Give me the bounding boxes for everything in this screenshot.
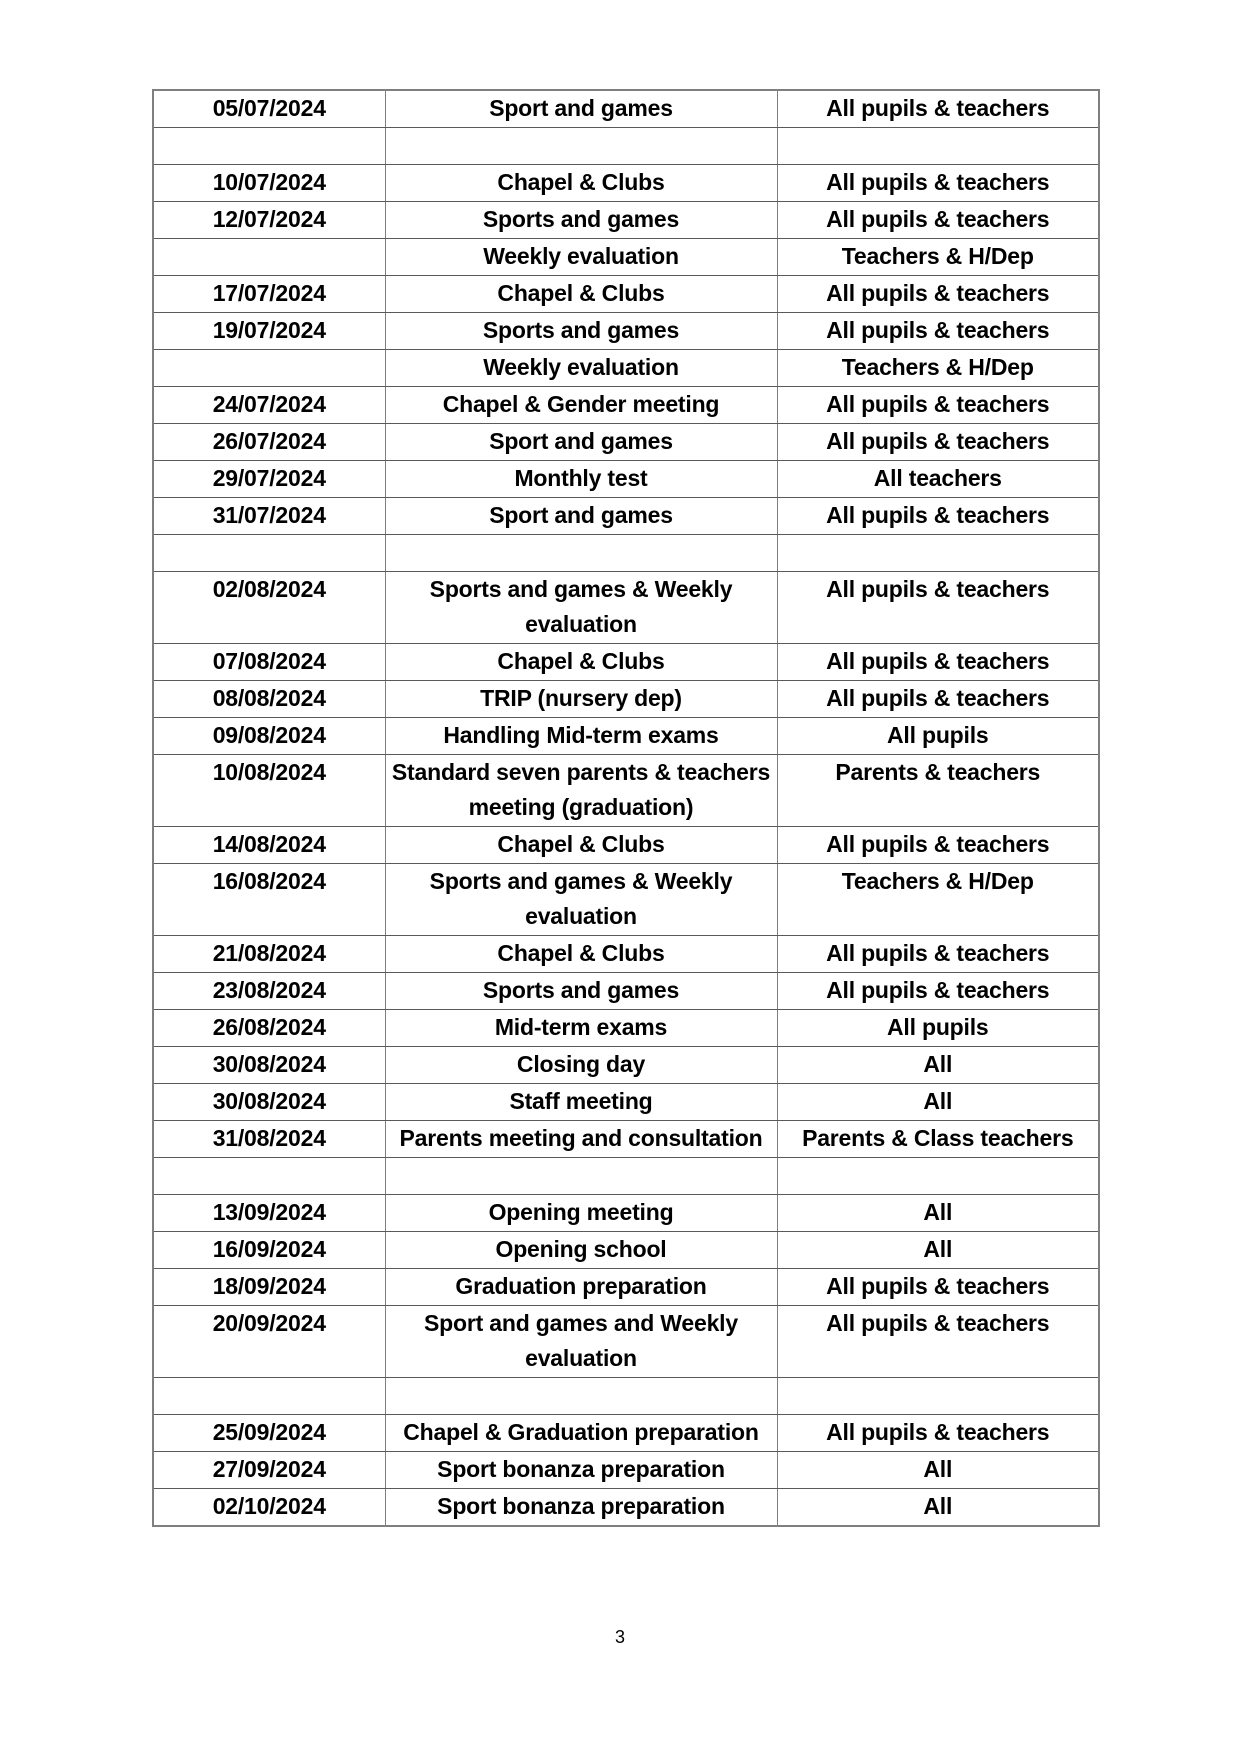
table-row: [153, 718, 1099, 755]
activity-cell: Weekly evaluation: [385, 350, 777, 387]
activity-cell: Chapel & Clubs: [385, 644, 777, 681]
table-row: [153, 755, 1099, 827]
activity-cell: TRIP (nursery dep): [385, 681, 777, 718]
date-cell: [153, 350, 385, 387]
table-row: [153, 572, 1099, 644]
participants-cell: All: [777, 1489, 1099, 1527]
activity-cell: Parents meeting and consultation: [385, 1121, 777, 1158]
table-row: [153, 936, 1099, 973]
activity-cell: Sport and games and Weekly evaluation: [385, 1306, 777, 1378]
table-row: [153, 827, 1099, 864]
date-cell: [153, 239, 385, 276]
activity-cell: [385, 1158, 777, 1195]
activity-cell: Chapel & Gender meeting: [385, 387, 777, 424]
table-row: [153, 461, 1099, 498]
table-row: [153, 1232, 1099, 1269]
participants-cell: [777, 1378, 1099, 1415]
date-cell: [153, 1378, 385, 1415]
date-cell: 07/08/2024: [153, 644, 385, 681]
activity-cell: Chapel & Clubs: [385, 165, 777, 202]
table-row: [153, 90, 1099, 128]
table-row: [153, 276, 1099, 313]
participants-cell: All pupils & teachers: [777, 827, 1099, 864]
table-row: [153, 644, 1099, 681]
activity-cell: [385, 535, 777, 572]
page-number: 3: [614, 1627, 625, 1647]
date-cell: 10/07/2024: [153, 165, 385, 202]
table-row: [153, 350, 1099, 387]
date-cell: 02/10/2024: [153, 1489, 385, 1527]
table-row: [153, 239, 1099, 276]
activity-cell: Sport and games: [385, 424, 777, 461]
participants-cell: All: [777, 1232, 1099, 1269]
table-row: [153, 1489, 1099, 1527]
activity-cell: Monthly test: [385, 461, 777, 498]
activity-cell: Chapel & Clubs: [385, 936, 777, 973]
participants-cell: All: [777, 1084, 1099, 1121]
table-row: [153, 1415, 1099, 1452]
table-row: [153, 1047, 1099, 1084]
date-cell: 31/08/2024: [153, 1121, 385, 1158]
schedule-table: [152, 89, 1100, 1527]
participants-cell: All pupils & teachers: [777, 1415, 1099, 1452]
date-cell: 18/09/2024: [153, 1269, 385, 1306]
blank-separator-row: [153, 1158, 1099, 1195]
participants-cell: All pupils & teachers: [777, 202, 1099, 239]
blank-separator-row: [153, 1378, 1099, 1415]
participants-cell: [777, 1158, 1099, 1195]
activity-cell: Opening school: [385, 1232, 777, 1269]
activity-cell: Sport bonanza preparation: [385, 1489, 777, 1527]
table-row: [153, 498, 1099, 535]
schedule-table-body: [153, 90, 1099, 1526]
activity-cell: [385, 1378, 777, 1415]
activity-cell: Standard seven parents & teachers meeting (graduation): [385, 755, 777, 827]
activity-cell: Sport and games: [385, 90, 777, 128]
participants-cell: All pupils & teachers: [777, 1269, 1099, 1306]
activity-cell: Sports and games & Weekly evaluation: [385, 572, 777, 644]
participants-cell: All pupils & teachers: [777, 572, 1099, 644]
participants-cell: All pupils & teachers: [777, 90, 1099, 128]
date-cell: 17/07/2024: [153, 276, 385, 313]
date-cell: 26/08/2024: [153, 1010, 385, 1047]
date-cell: 21/08/2024: [153, 936, 385, 973]
table-row: [153, 681, 1099, 718]
date-cell: 24/07/2024: [153, 387, 385, 424]
table-row: [153, 202, 1099, 239]
activity-cell: Sports and games: [385, 313, 777, 350]
date-cell: 02/08/2024: [153, 572, 385, 644]
participants-cell: Teachers & H/Dep: [777, 350, 1099, 387]
activity-cell: Weekly evaluation: [385, 239, 777, 276]
activity-cell: Chapel & Graduation preparation: [385, 1415, 777, 1452]
activity-cell: Chapel & Clubs: [385, 827, 777, 864]
participants-cell: All pupils: [777, 1010, 1099, 1047]
date-cell: 31/07/2024: [153, 498, 385, 535]
date-cell: 14/08/2024: [153, 827, 385, 864]
table-row: [153, 1306, 1099, 1378]
activity-cell: Mid-term exams: [385, 1010, 777, 1047]
activity-cell: Chapel & Clubs: [385, 276, 777, 313]
table-row: [153, 973, 1099, 1010]
table-row: [153, 424, 1099, 461]
participants-cell: Teachers & H/Dep: [777, 239, 1099, 276]
date-cell: 05/07/2024: [153, 90, 385, 128]
activity-cell: Opening meeting: [385, 1195, 777, 1232]
date-cell: 16/09/2024: [153, 1232, 385, 1269]
participants-cell: [777, 128, 1099, 165]
date-cell: 08/08/2024: [153, 681, 385, 718]
table-row: [153, 1452, 1099, 1489]
participants-cell: All pupils & teachers: [777, 387, 1099, 424]
table-row: [153, 313, 1099, 350]
participants-cell: Teachers & H/Dep: [777, 864, 1099, 936]
activity-cell: [385, 128, 777, 165]
activity-cell: Sport bonanza preparation: [385, 1452, 777, 1489]
table-row: [153, 1195, 1099, 1232]
participants-cell: All pupils & teachers: [777, 681, 1099, 718]
activity-cell: Sport and games: [385, 498, 777, 535]
blank-separator-row: [153, 535, 1099, 572]
activity-cell: Closing day: [385, 1047, 777, 1084]
participants-cell: All pupils: [777, 718, 1099, 755]
date-cell: 30/08/2024: [153, 1047, 385, 1084]
date-cell: 09/08/2024: [153, 718, 385, 755]
activity-cell: Sports and games: [385, 973, 777, 1010]
date-cell: [153, 1158, 385, 1195]
date-cell: 25/09/2024: [153, 1415, 385, 1452]
date-cell: 27/09/2024: [153, 1452, 385, 1489]
date-cell: 10/08/2024: [153, 755, 385, 827]
participants-cell: All: [777, 1195, 1099, 1232]
participants-cell: All pupils & teachers: [777, 973, 1099, 1010]
table-row: [153, 387, 1099, 424]
activity-cell: Graduation preparation: [385, 1269, 777, 1306]
blank-separator-row: [153, 128, 1099, 165]
participants-cell: All pupils & teachers: [777, 276, 1099, 313]
participants-cell: All pupils & teachers: [777, 936, 1099, 973]
date-cell: 29/07/2024: [153, 461, 385, 498]
date-cell: [153, 535, 385, 572]
activity-cell: Sports and games & Weekly evaluation: [385, 864, 777, 936]
participants-cell: All pupils & teachers: [777, 165, 1099, 202]
date-cell: 19/07/2024: [153, 313, 385, 350]
table-row: [153, 1084, 1099, 1121]
participants-cell: All teachers: [777, 461, 1099, 498]
date-cell: 16/08/2024: [153, 864, 385, 936]
activity-cell: Handling Mid-term exams: [385, 718, 777, 755]
participants-cell: All pupils & teachers: [777, 498, 1099, 535]
participants-cell: [777, 535, 1099, 572]
table-row: [153, 1269, 1099, 1306]
date-cell: 20/09/2024: [153, 1306, 385, 1378]
participants-cell: All: [777, 1452, 1099, 1489]
table-row: [153, 864, 1099, 936]
table-row: [153, 1121, 1099, 1158]
participants-cell: All pupils & teachers: [777, 1306, 1099, 1378]
participants-cell: All: [777, 1047, 1099, 1084]
participants-cell: Parents & teachers: [777, 755, 1099, 827]
participants-cell: Parents & Class teachers: [777, 1121, 1099, 1158]
activity-cell: Staff meeting: [385, 1084, 777, 1121]
date-cell: 23/08/2024: [153, 973, 385, 1010]
date-cell: 26/07/2024: [153, 424, 385, 461]
participants-cell: All pupils & teachers: [777, 644, 1099, 681]
date-cell: 30/08/2024: [153, 1084, 385, 1121]
date-cell: [153, 128, 385, 165]
participants-cell: All pupils & teachers: [777, 424, 1099, 461]
activity-cell: Sports and games: [385, 202, 777, 239]
date-cell: 13/09/2024: [153, 1195, 385, 1232]
date-cell: 12/07/2024: [153, 202, 385, 239]
table-row: [153, 165, 1099, 202]
table-row: [153, 1010, 1099, 1047]
participants-cell: All pupils & teachers: [777, 313, 1099, 350]
